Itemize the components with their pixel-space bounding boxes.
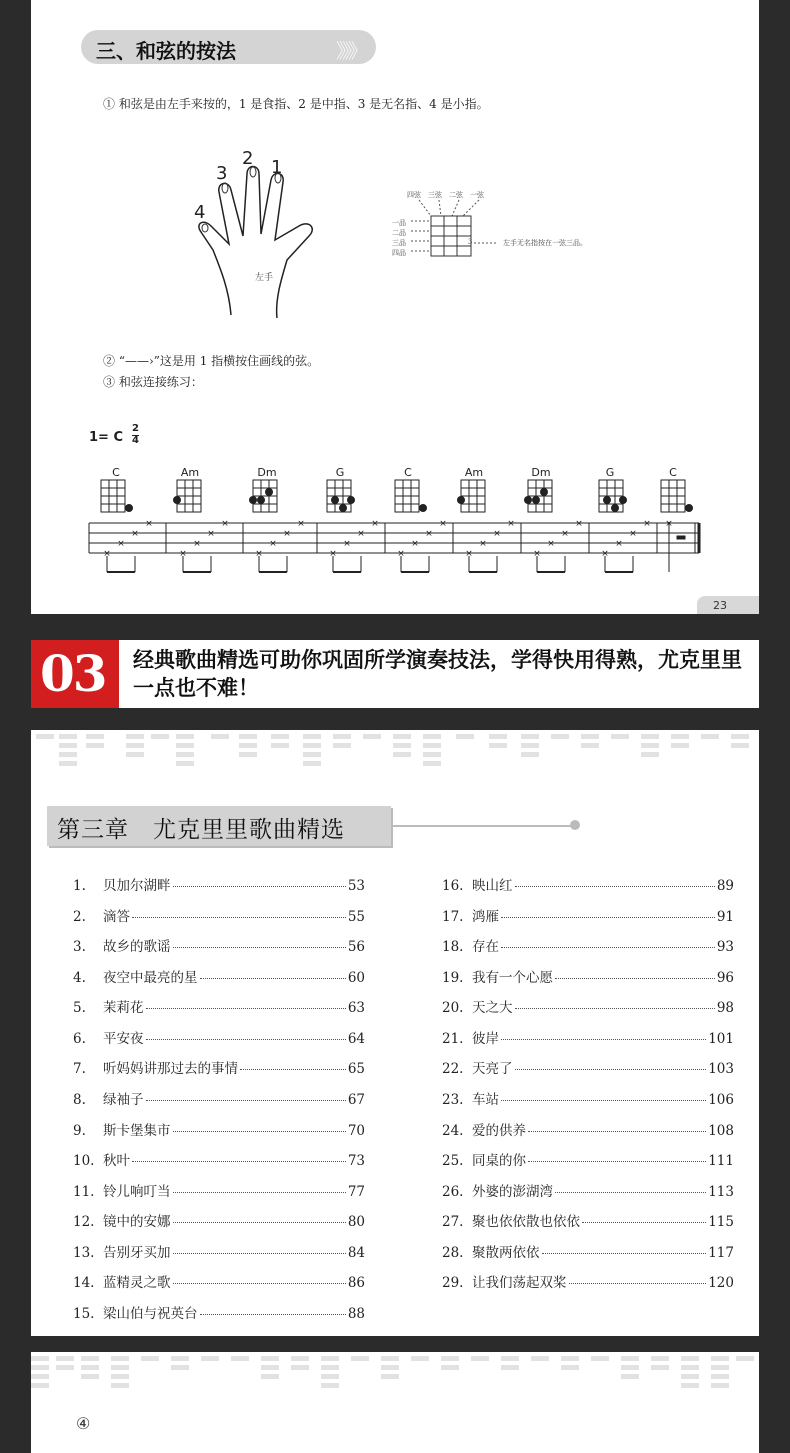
toc-title: 绿袖子 — [103, 1092, 144, 1108]
toc-item[interactable] — [73, 1302, 365, 1324]
svg-text:×: × — [329, 549, 337, 559]
toc-title: 我有一个心愿 — [472, 970, 553, 986]
toc-page: 93 — [716, 939, 734, 955]
svg-text:×: × — [629, 529, 637, 539]
toc-page: 98 — [716, 1000, 734, 1016]
toc-num: 13. — [73, 1245, 95, 1261]
key-signature: 1= C — [89, 430, 124, 445]
toc-title: 聚也依依散也依依 — [472, 1214, 580, 1230]
banner-number-box — [31, 640, 119, 708]
toc-num: 15. — [73, 1306, 95, 1322]
toc-page: 117 — [708, 1245, 734, 1261]
toc-page: 91 — [716, 909, 734, 925]
chapter-rule — [391, 825, 573, 827]
toc-page: 103 — [708, 1061, 734, 1077]
toc-item[interactable] — [73, 1210, 365, 1232]
toc-page: 60 — [347, 970, 365, 986]
toc-title: 车站 — [472, 1092, 499, 1108]
toc-page: 120 — [708, 1275, 734, 1291]
section-title-banner — [81, 30, 376, 64]
leader-line — [474, 240, 498, 246]
fret-label-3: 三品 — [392, 239, 406, 247]
svg-text:×: × — [547, 539, 555, 549]
svg-text:×: × — [601, 549, 609, 559]
chord-name: Dm — [257, 466, 277, 479]
chord-name: G — [335, 466, 345, 479]
toc-page: 111 — [708, 1153, 734, 1169]
toc-item[interactable] — [73, 1088, 365, 1110]
toc-title: 故乡的歌谣 — [103, 939, 171, 955]
chord-name: G — [605, 466, 615, 479]
toc-item[interactable] — [442, 996, 734, 1018]
chapter-rule-dot — [570, 820, 580, 830]
toc-item[interactable] — [73, 1057, 365, 1079]
svg-text:×: × — [479, 539, 487, 549]
toc-num: 23. — [442, 1092, 464, 1108]
toc-title: 爱的供养 — [472, 1123, 526, 1139]
chord-name: Dm — [531, 466, 551, 479]
time-sig-bottom: 4 — [132, 435, 139, 446]
toc-title: 斯卡堡集市 — [103, 1123, 171, 1139]
toc-item[interactable] — [73, 1149, 365, 1171]
svg-text:×: × — [221, 519, 229, 529]
toc-title: 外婆的澎湖湾 — [472, 1184, 553, 1200]
svg-text:×: × — [665, 519, 673, 529]
toc-title: 蓝精灵之歌 — [103, 1275, 171, 1291]
toc-title: 滴答 — [103, 909, 130, 925]
toc-item[interactable] — [442, 1241, 734, 1263]
toc-num: 4. — [73, 970, 86, 986]
toc-item[interactable] — [73, 935, 365, 957]
toc-page: 73 — [347, 1153, 365, 1169]
toc-num: 18. — [442, 939, 464, 955]
toc-item[interactable] — [442, 1271, 734, 1293]
fretboard-diagram — [409, 198, 489, 260]
toc-item[interactable] — [442, 1057, 734, 1079]
chord-name: C — [669, 466, 677, 479]
chord-name: Am — [180, 466, 200, 479]
toc-item[interactable] — [73, 874, 365, 896]
string-label-2: 二弦 — [449, 191, 463, 199]
toc-num: 9. — [73, 1123, 86, 1139]
toc-page: 88 — [347, 1306, 365, 1322]
toc-title: 夜空中最亮的星 — [103, 970, 198, 986]
chapter-title-box — [47, 806, 391, 846]
toc-title: 同桌的你 — [472, 1153, 526, 1169]
svg-text:×: × — [255, 549, 263, 559]
svg-text:×: × — [493, 529, 501, 539]
toc-num: 10. — [73, 1153, 95, 1169]
toc-title: 天之大 — [472, 1000, 513, 1016]
svg-text:×: × — [465, 549, 473, 559]
svg-text:×: × — [643, 519, 651, 529]
toc-title: 告别牙买加 — [103, 1245, 171, 1261]
toc-item[interactable] — [442, 905, 734, 927]
toc-title: 镜中的安娜 — [103, 1214, 171, 1230]
toc-page: 89 — [716, 878, 734, 894]
toc-num: 28. — [442, 1245, 464, 1261]
toc-page: 55 — [347, 909, 365, 925]
page-marker: ④ — [76, 1414, 91, 1433]
toc-page: 67 — [347, 1092, 365, 1108]
fret-label-1: 一品 — [392, 219, 406, 227]
finger-number-1: 1 — [271, 157, 283, 178]
finger-number-2: 2 — [242, 148, 254, 169]
toc-num: 17. — [442, 909, 464, 925]
note-finger-assignment: ① 和弦是由左手来按的，1 是食指、2 是中指、3 是无名指、4 是小指。 — [103, 97, 489, 111]
decorative-bars — [31, 730, 759, 770]
string-label-4: 四弦 — [407, 191, 421, 199]
toc-item[interactable] — [73, 905, 365, 927]
toc-page: 63 — [347, 1000, 365, 1016]
book-page-chord-fingering — [31, 0, 759, 614]
toc-title: 彼岸 — [472, 1031, 499, 1047]
toc-num: 20. — [442, 1000, 464, 1016]
toc-item[interactable] — [442, 1088, 734, 1110]
toc-num: 22. — [442, 1061, 464, 1077]
toc-title: 让我们荡起双桨 — [472, 1275, 567, 1291]
toc-num: 3. — [73, 939, 86, 955]
note-barre: ② “——›”这是用 1 指横按住画线的弦。 — [103, 354, 320, 368]
toc-num: 19. — [442, 970, 464, 986]
chord-name: C — [404, 466, 412, 479]
toc-title: 贝加尔湖畔 — [103, 878, 171, 894]
fret-label-4: 四品 — [392, 249, 406, 257]
svg-text:×: × — [343, 539, 351, 549]
toc-page: 65 — [347, 1061, 365, 1077]
book-page-bottom — [31, 1352, 759, 1453]
toc-page: 113 — [708, 1184, 734, 1200]
svg-text:×: × — [411, 539, 419, 549]
toc-num: 29. — [442, 1275, 464, 1291]
decorative-bars — [31, 1352, 759, 1392]
toc-page: 108 — [708, 1123, 734, 1139]
toc-title: 天亮了 — [472, 1061, 513, 1077]
string-label-1: 一弦 — [470, 191, 484, 199]
toc-title: 聚散两依依 — [472, 1245, 540, 1261]
svg-text:×: × — [131, 529, 139, 539]
toc-item[interactable] — [73, 1271, 365, 1293]
toc-item[interactable] — [73, 1027, 365, 1049]
toc-num: 14. — [73, 1275, 95, 1291]
toc-item[interactable] — [442, 1180, 734, 1202]
string-label-3: 三弦 — [428, 191, 442, 199]
svg-text:×: × — [371, 519, 379, 529]
svg-text:×: × — [297, 519, 305, 529]
toc-title: 梁山伯与祝英台 — [103, 1306, 198, 1322]
toc-item[interactable] — [442, 874, 734, 896]
toc-num: 5. — [73, 1000, 86, 1016]
toc-num: 25. — [442, 1153, 464, 1169]
toc-title: 听妈妈讲那过去的事情 — [103, 1061, 238, 1077]
toc-page: 96 — [716, 970, 734, 986]
toc-num: 21. — [442, 1031, 464, 1047]
toc-item[interactable] — [73, 1180, 365, 1202]
svg-text:×: × — [145, 519, 153, 529]
svg-text:×: × — [269, 539, 277, 549]
toc-item[interactable] — [442, 1027, 734, 1049]
page-number-tab — [697, 596, 759, 614]
svg-text:×: × — [575, 519, 583, 529]
toc-item[interactable] — [442, 1149, 734, 1171]
page-number: 23 — [713, 599, 727, 612]
toc-page: 101 — [708, 1031, 734, 1047]
toc-title: 映山红 — [472, 878, 513, 894]
toc-num: 26. — [442, 1184, 464, 1200]
book-page-toc — [31, 730, 759, 1336]
toc-title: 鸿雁 — [472, 909, 499, 925]
toc-item[interactable] — [442, 1210, 734, 1232]
svg-text:×: × — [193, 539, 201, 549]
banner-text: 经典歌曲精选可助你巩固所学演奏技法，学得快用得熟，尤克里里一点也不难！ — [133, 648, 742, 700]
toc-item[interactable] — [73, 1119, 365, 1141]
time-sig-top: 2 — [132, 423, 139, 434]
svg-text:×: × — [103, 549, 111, 559]
toc-page: 64 — [347, 1031, 365, 1047]
svg-text:×: × — [615, 539, 623, 549]
toc-item[interactable] — [73, 966, 365, 988]
toc-title: 平安夜 — [103, 1031, 144, 1047]
toc-page: 106 — [708, 1092, 734, 1108]
finger-mark: 3 — [468, 238, 473, 246]
toc-num: 24. — [442, 1123, 464, 1139]
banner-number: 03 — [40, 644, 106, 703]
section-title: 三、和弦的按法 — [96, 39, 236, 63]
chord-progression-tab — [81, 478, 707, 578]
finger-number-4: 4 — [194, 202, 206, 223]
toc-page: 77 — [347, 1184, 365, 1200]
toc-item[interactable] — [442, 935, 734, 957]
svg-text:×: × — [117, 539, 125, 549]
chord-name: C — [112, 466, 120, 479]
note-practice: ③ 和弦连接练习： — [103, 375, 203, 389]
toc-page: 80 — [347, 1214, 365, 1230]
toc-num: 7. — [73, 1061, 86, 1077]
toc-num: 12. — [73, 1214, 95, 1230]
promo-banner — [31, 640, 759, 708]
toc-item[interactable] — [442, 1119, 734, 1141]
toc-page: 53 — [347, 878, 365, 894]
svg-text:×: × — [207, 529, 215, 539]
toc-num: 8. — [73, 1092, 86, 1108]
hand-label: 左手 — [255, 273, 274, 283]
double-arrow-icon: 》》》 — [336, 39, 364, 63]
svg-text:×: × — [397, 549, 405, 559]
svg-text:×: × — [439, 519, 447, 529]
time-signature — [132, 424, 139, 446]
chapter-title: 第三章 尤克里里歌曲精选 — [57, 817, 345, 843]
fretboard-caption: 左手无名指按在一弦三品。 — [503, 239, 587, 247]
toc-num: 6. — [73, 1031, 86, 1047]
toc-item[interactable] — [73, 1241, 365, 1263]
svg-text:×: × — [357, 529, 365, 539]
toc-page: 70 — [347, 1123, 365, 1139]
toc-item[interactable] — [442, 966, 734, 988]
svg-text:×: × — [561, 529, 569, 539]
svg-text:×: × — [179, 549, 187, 559]
toc-page: 56 — [347, 939, 365, 955]
toc-title: 茉莉花 — [103, 1000, 144, 1016]
svg-text:×: × — [533, 549, 541, 559]
svg-text:×: × — [507, 519, 515, 529]
toc-num: 2. — [73, 909, 86, 925]
svg-text:×: × — [283, 529, 291, 539]
toc-num: 27. — [442, 1214, 464, 1230]
toc-num: 1. — [73, 878, 86, 894]
toc-page: 84 — [347, 1245, 365, 1261]
toc-title: 铃儿响叮当 — [103, 1184, 171, 1200]
fret-label-2: 二品 — [392, 229, 406, 237]
toc-num: 16. — [442, 878, 464, 894]
toc-title: 存在 — [472, 939, 499, 955]
toc-title: 秋叶 — [103, 1153, 130, 1169]
toc-page: 115 — [708, 1214, 734, 1230]
finger-number-3: 3 — [216, 163, 228, 184]
toc-item[interactable] — [73, 996, 365, 1018]
svg-text:×: × — [425, 529, 433, 539]
chord-name: Am — [464, 466, 484, 479]
toc-page: 86 — [347, 1275, 365, 1291]
toc-num: 11. — [73, 1184, 95, 1200]
